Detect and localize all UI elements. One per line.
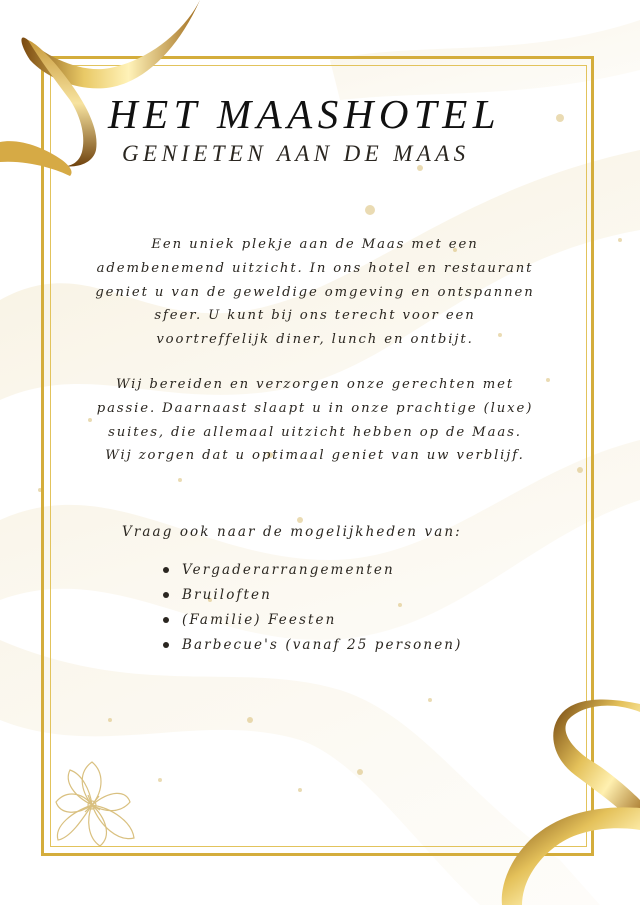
list-item-label: Bruiloften <box>182 587 272 603</box>
options-intro: Vraag ook naar de mogelijkheden van: <box>122 524 462 540</box>
second-paragraph <box>55 373 575 468</box>
page-title: HET MAASHOTEL <box>108 91 502 137</box>
paragraph-line: voortreffelijk diner, lunch en ontbijt. <box>156 332 474 348</box>
list-item <box>160 558 462 583</box>
list-item <box>160 583 462 608</box>
paragraph-line: Wij zorgen dat u optimaal geniet van uw verblijf. <box>105 448 525 464</box>
list-item-label: Barbecue's (vanaf 25 personen) <box>182 637 463 653</box>
paragraph-line: suites, die allemaal uitzicht hebben op de Maas. <box>108 424 522 440</box>
list-item-label: (Familie) Feesten <box>182 612 337 628</box>
bullet-icon <box>163 567 169 573</box>
paragraph-line: Wij bereiden en verzorgen onze gerechten met <box>115 377 515 392</box>
list-item-label: Vergaderarrangementen <box>182 562 395 578</box>
list-item <box>160 633 462 658</box>
paragraph-line: Een uniek plekje aan de Maas met een <box>151 237 479 252</box>
paragraph-line: passie. Daarnaast slaapt u in onze prachtige (luxe) <box>96 400 534 416</box>
paragraph-line: geniet u van de geweldige omgeving en ontspannen <box>95 284 535 300</box>
bullet-icon <box>163 642 169 648</box>
bullet-icon <box>163 592 169 598</box>
intro-paragraph <box>55 233 575 352</box>
options-list <box>160 558 462 658</box>
paragraph-line: adembenemend uitzicht. In ons hotel en restaurant <box>96 260 534 276</box>
bullet-icon <box>163 617 169 623</box>
list-item <box>160 608 462 633</box>
page-subtitle: GENIETEN AAN DE MAAS <box>122 141 470 166</box>
paragraph-line: sfeer. U kunt bij ons terecht voor een <box>154 308 476 324</box>
